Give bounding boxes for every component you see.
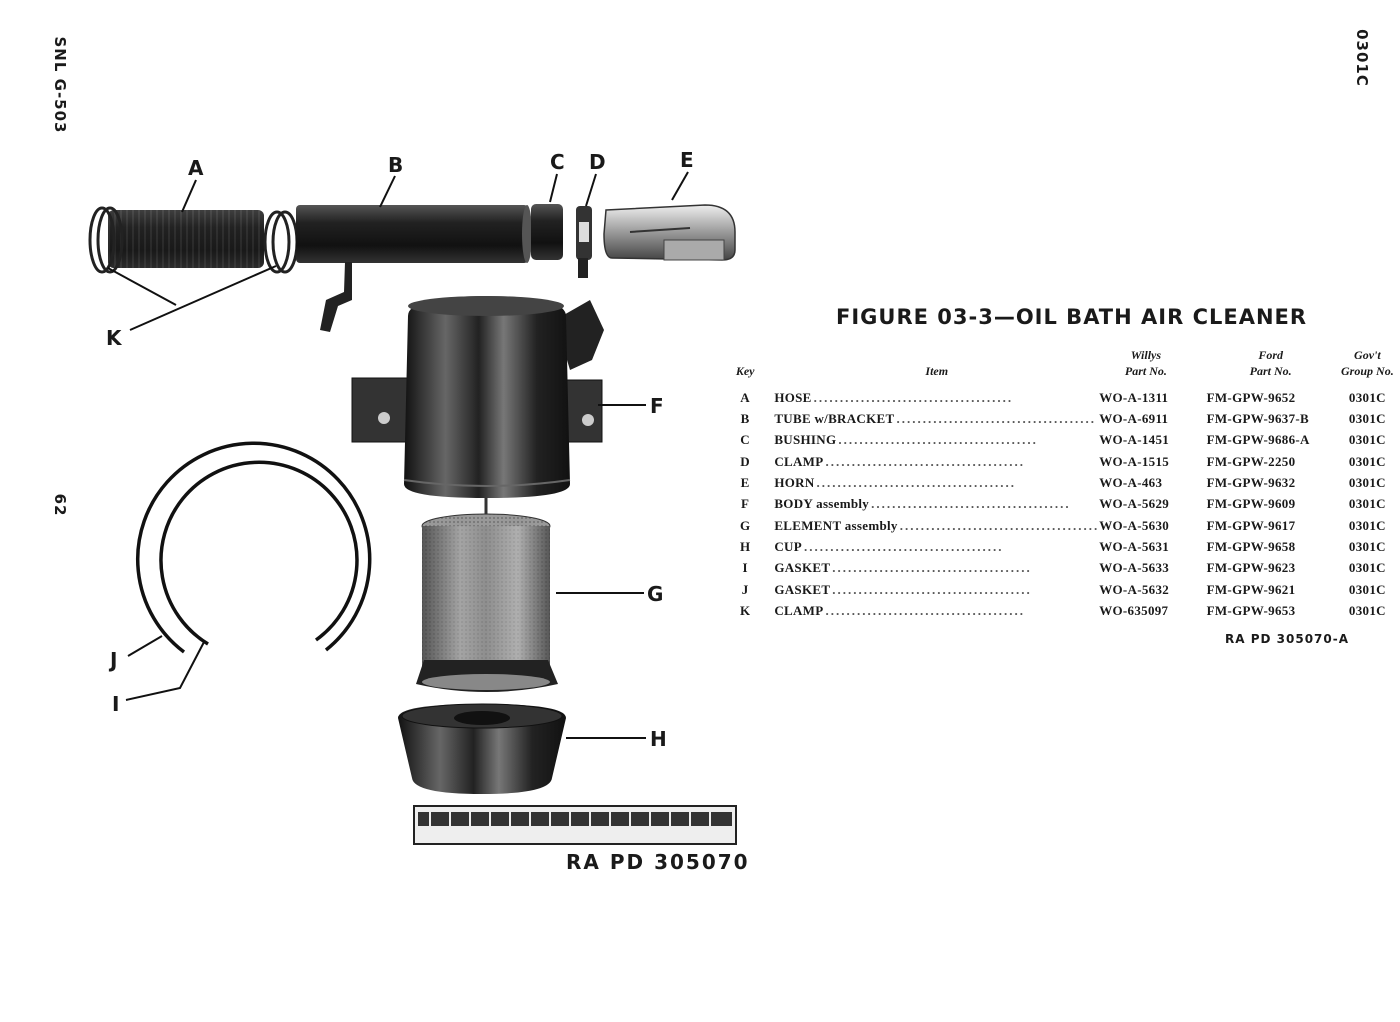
table-row: [728, 387, 1400, 408]
table-row: [728, 558, 1400, 579]
row-item: HORN ......................................: [774, 475, 1017, 491]
figure-title: FIGURE 03-3—OIL BATH AIR CLEANER: [836, 305, 1308, 329]
header-willys-part-no: Willys Part No.: [1124, 348, 1167, 378]
row-ford-part: FM-GPW-9652: [1206, 389, 1296, 405]
row-ford-part: FM-GPW-9609: [1206, 496, 1296, 512]
row-group-no: 0301C: [1348, 453, 1386, 469]
table-row: [728, 515, 1400, 536]
row-group-no: 0301C: [1348, 517, 1386, 533]
exploded-view-illustration: [0, 0, 760, 900]
body-assembly-part: [352, 296, 604, 498]
row-key: D: [740, 453, 750, 469]
table-reference-number: RA PD 305070-A: [1225, 632, 1350, 646]
row-item: GASKET ......................................: [774, 581, 1032, 597]
callout-k: K: [106, 326, 122, 350]
row-item: GASKET ......................................: [774, 560, 1032, 576]
cup-part: [398, 704, 566, 794]
row-willys-part: WO-A-1311: [1099, 389, 1169, 405]
table-row: [728, 600, 1400, 621]
row-item: BUSHING ......................................: [774, 432, 1038, 448]
row-group-no: 0301C: [1348, 602, 1386, 618]
row-group-no: 0301C: [1348, 432, 1386, 448]
row-ford-part: FM-GPW-9637-B: [1206, 411, 1309, 427]
row-group-no: 0301C: [1348, 560, 1386, 576]
row-ford-part: FM-GPW-9658: [1206, 538, 1296, 554]
callout-d: D: [589, 150, 606, 174]
row-willys-part: WO-A-5629: [1099, 496, 1170, 512]
header-govt-group-no: Gov't Group No.: [1341, 348, 1394, 378]
table-row: [728, 430, 1400, 451]
row-willys-part: WO-A-5630: [1099, 517, 1170, 533]
row-key: I: [742, 560, 748, 576]
header-item: Item: [925, 363, 949, 378]
bushing-part: [531, 204, 563, 260]
header-key: Key: [735, 363, 755, 378]
table-row: [728, 451, 1400, 472]
row-ford-part: FM-GPW-2250: [1206, 453, 1296, 469]
row-group-no: 0301C: [1348, 581, 1386, 597]
table-header-row: [728, 348, 1400, 387]
row-ford-part: FM-GPW-9632: [1206, 475, 1296, 491]
table-row: [728, 472, 1400, 493]
row-willys-part: WO-635097: [1099, 602, 1169, 618]
row-key: G: [739, 517, 751, 533]
scale-ruler: [414, 806, 736, 844]
callout-i: I: [112, 692, 120, 716]
row-ford-part: FM-GPW-9623: [1206, 560, 1296, 576]
group-code: 0301C: [1353, 29, 1371, 87]
row-ford-part: FM-GPW-9617: [1206, 517, 1296, 533]
row-willys-part: WO-A-463: [1099, 475, 1163, 491]
row-willys-part: WO-A-1451: [1099, 432, 1170, 448]
horn-part: [604, 205, 735, 260]
page-number: 62: [51, 493, 69, 517]
parts-list-table: [728, 348, 1400, 621]
row-key: H: [739, 538, 751, 554]
row-key: E: [740, 475, 750, 491]
photo-reference-number: RA PD 305070: [566, 850, 750, 874]
row-willys-part: WO-A-5633: [1099, 560, 1170, 576]
row-item: CLAMP ......................................: [774, 602, 1025, 618]
callout-g: G: [647, 582, 664, 606]
row-willys-part: WO-A-1515: [1099, 453, 1170, 469]
row-willys-part: WO-A-5632: [1099, 581, 1170, 597]
clamp-part: [576, 206, 592, 278]
row-willys-part: WO-A-5631: [1099, 538, 1170, 554]
gasket-ring-part: [138, 443, 370, 652]
callout-a: A: [188, 156, 204, 180]
row-ford-part: FM-GPW-9621: [1206, 581, 1296, 597]
row-item: CUP ......................................: [774, 538, 1004, 554]
table-row: [728, 494, 1400, 515]
row-key: J: [741, 581, 749, 597]
element-assembly-part: [416, 498, 558, 692]
row-group-no: 0301C: [1348, 538, 1386, 554]
row-group-no: 0301C: [1348, 411, 1386, 427]
callout-j: J: [110, 648, 118, 672]
row-item: BODY assembly ......................................: [774, 496, 1071, 512]
row-group-no: 0301C: [1348, 389, 1386, 405]
table-row: [728, 579, 1400, 600]
table-row: [728, 408, 1400, 429]
manual-designation: SNL G-503: [51, 36, 69, 134]
callout-c: C: [550, 150, 565, 174]
row-key: C: [740, 432, 750, 448]
row-key: K: [739, 602, 751, 618]
callout-h: H: [650, 727, 667, 751]
header-ford-part-no: Ford Part No.: [1249, 348, 1292, 378]
row-item: TUBE w/BRACKET ......................................: [774, 411, 1096, 427]
row-ford-part: FM-GPW-9653: [1206, 602, 1296, 618]
row-key: A: [740, 389, 750, 405]
row-key: B: [740, 411, 750, 427]
row-item: CLAMP ......................................: [774, 453, 1025, 469]
table-row: [728, 536, 1400, 557]
row-item: ELEMENT assembly ......................................: [774, 517, 1100, 533]
row-group-no: 0301C: [1348, 475, 1386, 491]
callout-f: F: [650, 394, 664, 418]
row-item: HOSE ......................................: [774, 389, 1014, 405]
callout-b: B: [388, 153, 404, 177]
callout-e: E: [680, 148, 694, 172]
row-ford-part: FM-GPW-9686-A: [1206, 432, 1310, 448]
row-key: F: [741, 496, 750, 512]
hose-part: [108, 210, 264, 268]
row-willys-part: WO-A-6911: [1099, 411, 1169, 427]
row-group-no: 0301C: [1348, 496, 1386, 512]
